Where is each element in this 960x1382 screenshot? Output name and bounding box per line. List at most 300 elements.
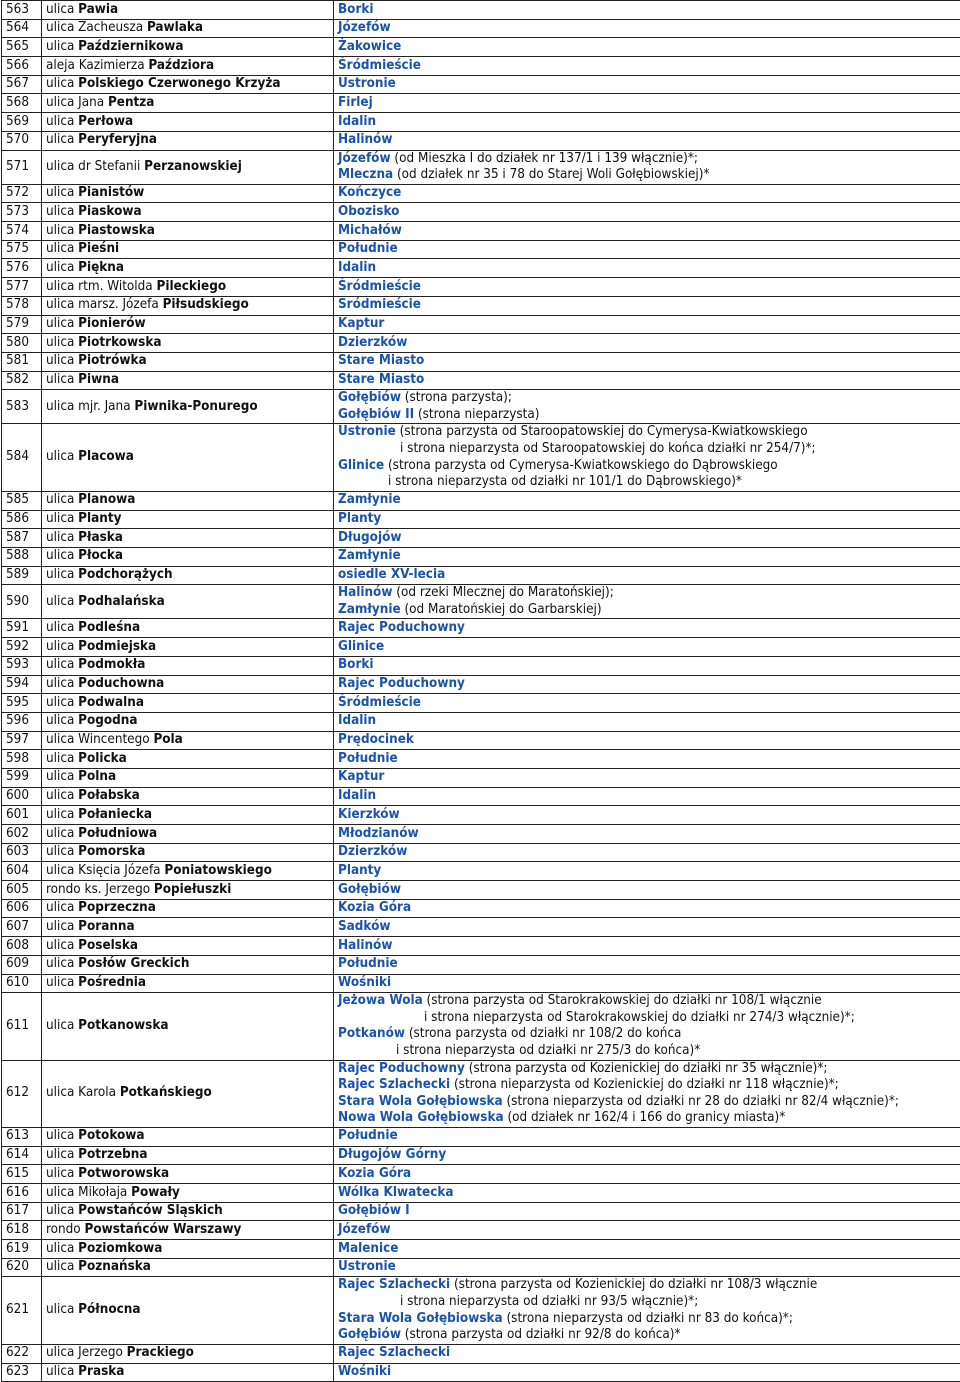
table-row <box>2 94 960 113</box>
street-name: Pogodna <box>78 713 137 728</box>
row-number: 621 <box>2 1277 42 1344</box>
street-name: Pawia <box>78 2 118 17</box>
district-range-note: i strona nieparzysta od działki nr 275/3 do końca)* <box>396 1043 700 1058</box>
district-cell <box>334 315 960 334</box>
district-line <box>338 1277 956 1294</box>
district-line <box>338 316 956 333</box>
district-line <box>338 620 956 637</box>
district-line <box>338 492 956 509</box>
street-prefix: ulica <box>46 2 74 17</box>
street-name: Piwna <box>78 372 119 387</box>
table-row <box>2 675 960 694</box>
street-prefix: ulica <box>46 185 74 200</box>
district-name: Ustronie <box>338 1259 396 1274</box>
street-cell <box>42 510 334 529</box>
street-prefix: ulica <box>46 1018 74 1033</box>
district-name: Józefów <box>338 20 391 35</box>
district-line <box>338 511 956 528</box>
street-cell <box>42 57 334 76</box>
street-cell <box>42 731 334 750</box>
district-line <box>338 1222 956 1239</box>
street-cell <box>42 184 334 203</box>
district-cell <box>334 694 960 713</box>
row-number: 583 <box>2 390 42 424</box>
district-range-note: i strona nieparzysta od działki nr 93/5 włącznie)*; <box>400 1294 698 1309</box>
district-name: Glinice <box>338 458 384 473</box>
street-prefix: ulica <box>46 241 74 256</box>
row-number: 575 <box>2 240 42 259</box>
table-row <box>2 1221 960 1240</box>
district-line <box>338 1203 956 1220</box>
street-cell <box>42 352 334 371</box>
street-name: Piastowska <box>78 223 155 238</box>
district-name: Potkanów <box>338 1026 405 1041</box>
street-prefix: rondo <box>46 882 81 897</box>
row-number: 582 <box>2 371 42 390</box>
row-number: 589 <box>2 566 42 585</box>
district-cell <box>334 19 960 38</box>
street-name: Posłów Greckich <box>78 956 189 971</box>
table-row <box>2 656 960 675</box>
street-cell <box>42 131 334 150</box>
district-name: Kończyce <box>338 185 401 200</box>
district-cell <box>334 203 960 222</box>
district-line <box>338 241 956 258</box>
street-cell <box>42 1277 334 1344</box>
street-cell <box>42 315 334 334</box>
district-cell <box>334 768 960 787</box>
table-row <box>2 843 960 862</box>
district-name: Długojów <box>338 530 402 545</box>
street-prefix: ulica <box>46 788 74 803</box>
district-cell <box>334 1165 960 1184</box>
table-row <box>2 57 960 76</box>
street-cell <box>42 1202 334 1221</box>
street-cell <box>42 768 334 787</box>
street-prefix: ulica <box>46 39 74 54</box>
row-number: 576 <box>2 259 42 278</box>
street-prefix: ulica <box>46 594 74 609</box>
street-cell <box>42 1184 334 1203</box>
district-cell <box>334 259 960 278</box>
district-line <box>338 1128 956 1145</box>
table-row <box>2 806 960 825</box>
district-name: Halinów <box>338 585 392 600</box>
street-name: Pionierów <box>78 316 145 331</box>
district-name: Stare Miasto <box>338 372 424 387</box>
district-name: Śródmieście <box>338 279 421 294</box>
street-prefix: ulica <box>46 372 74 387</box>
street-cell <box>42 806 334 825</box>
row-number: 581 <box>2 352 42 371</box>
district-range-note: (strona nieparzysta od działki nr 83 do końca)*; <box>503 1311 793 1326</box>
district-cell <box>334 638 960 657</box>
street-name: Poprzeczna <box>78 900 156 915</box>
street-prefix: ulica <box>46 20 74 35</box>
street-cell <box>42 787 334 806</box>
street-name: Popiełuszki <box>154 882 231 897</box>
district-line <box>338 297 956 314</box>
street-prefix: ulica <box>46 449 74 464</box>
district-name: Gołębiów II <box>338 407 414 422</box>
district-line <box>338 1259 956 1276</box>
street-prefix: ulica <box>46 1241 74 1256</box>
district-cell <box>334 1060 960 1127</box>
district-name: Długojów Górny <box>338 1147 446 1162</box>
district-line <box>338 279 956 296</box>
street-name: Potkanowska <box>78 1018 168 1033</box>
row-number: 617 <box>2 1202 42 1221</box>
street-name: Policka <box>78 751 127 766</box>
district-cell <box>334 955 960 974</box>
district-name: Mleczna <box>338 167 393 182</box>
district-cell <box>334 390 960 424</box>
district-name: Idalin <box>338 788 376 803</box>
street-name: Paździora <box>148 58 214 73</box>
row-number: 577 <box>2 278 42 297</box>
district-line <box>338 713 956 730</box>
district-name: Józefów <box>338 1222 391 1237</box>
row-number: 572 <box>2 184 42 203</box>
street-prefix: ulica <box>46 657 74 672</box>
district-cell <box>334 1127 960 1146</box>
row-number: 607 <box>2 918 42 937</box>
district-name: Ustronie <box>338 76 396 91</box>
street-given-name: Karola <box>78 1085 116 1100</box>
table-row <box>2 296 960 315</box>
street-name: Piękna <box>78 260 124 275</box>
street-cell <box>42 566 334 585</box>
row-number: 584 <box>2 424 42 491</box>
district-range-note: i strona nieparzysta od Starokrakowskiej do działki nr 274/3 włącznie)*; <box>424 1010 855 1025</box>
row-number: 620 <box>2 1258 42 1277</box>
street-name: Połaniecka <box>78 807 152 822</box>
table-row <box>2 712 960 731</box>
street-cell <box>42 113 334 132</box>
district-name: Kaptur <box>338 769 384 784</box>
district-name: Śródmieście <box>338 58 421 73</box>
district-cell <box>334 424 960 491</box>
district-line <box>338 1110 956 1127</box>
street-cell <box>42 278 334 297</box>
street-given-name: mjr. Jana <box>78 399 130 414</box>
district-cell <box>334 731 960 750</box>
street-cell <box>42 1 334 20</box>
district-line <box>338 826 956 843</box>
street-cell <box>42 694 334 713</box>
street-name: Poznańska <box>78 1259 151 1274</box>
street-cell <box>42 240 334 259</box>
district-cell <box>334 619 960 638</box>
table-row <box>2 566 960 585</box>
table-row <box>2 491 960 510</box>
table-row <box>2 731 960 750</box>
table-row <box>2 881 960 900</box>
district-line <box>338 1327 956 1344</box>
district-name: Rajec Szlachecki <box>338 1277 450 1292</box>
street-prefix: ulica <box>46 132 74 147</box>
district-cell <box>334 993 960 1060</box>
district-line <box>338 335 956 352</box>
district-cell <box>334 296 960 315</box>
district-name: Śródmieście <box>338 297 421 312</box>
district-name: Rajec Poduchowny <box>338 676 465 691</box>
table-row <box>2 240 960 259</box>
district-cell <box>334 1146 960 1165</box>
table-row <box>2 1277 960 1344</box>
table-row <box>2 694 960 713</box>
table-row <box>2 1060 960 1127</box>
district-cell <box>334 787 960 806</box>
district-name: Gołębiów <box>338 882 401 897</box>
street-prefix: rondo <box>46 1222 81 1237</box>
street-name: Podmokła <box>78 657 145 672</box>
street-prefix: ulica <box>46 695 74 710</box>
row-number: 615 <box>2 1165 42 1184</box>
district-name: Józefów <box>338 151 391 166</box>
table-row <box>2 150 960 184</box>
street-name: Pomorska <box>78 844 145 859</box>
street-prefix: ulica <box>46 159 74 174</box>
table-row <box>2 352 960 371</box>
district-name: Nowa Wola Gołębiowska <box>338 1110 504 1125</box>
row-number: 608 <box>2 937 42 956</box>
street-given-name: Kazimierza <box>79 58 145 73</box>
street-cell <box>42 203 334 222</box>
street-cell <box>42 150 334 184</box>
district-name: Borki <box>338 657 374 672</box>
row-number: 592 <box>2 638 42 657</box>
street-prefix: ulica <box>46 732 74 747</box>
row-number: 616 <box>2 1184 42 1203</box>
district-line <box>338 204 956 221</box>
street-prefix: ulica <box>46 260 74 275</box>
street-prefix: ulica <box>46 1364 74 1379</box>
row-number: 601 <box>2 806 42 825</box>
district-name: Żakowice <box>338 39 401 54</box>
street-name: Piłsudskiego <box>163 297 249 312</box>
street-cell <box>42 1060 334 1127</box>
table-row <box>2 750 960 769</box>
district-name: Śródmieście <box>338 695 421 710</box>
street-cell <box>42 424 334 491</box>
district-line <box>338 458 956 475</box>
street-prefix: ulica <box>46 297 74 312</box>
street-name: Podchorążych <box>78 567 172 582</box>
district-line <box>338 769 956 786</box>
street-cell <box>42 491 334 510</box>
district-name: Rajec Poduchowny <box>338 1061 465 1076</box>
row-number: 573 <box>2 203 42 222</box>
street-cell <box>42 1127 334 1146</box>
street-prefix: ulica <box>46 204 74 219</box>
street-name: Peryferyjna <box>78 132 157 147</box>
table-row <box>2 424 960 491</box>
table-row <box>2 222 960 241</box>
row-number: 605 <box>2 881 42 900</box>
row-number: 586 <box>2 510 42 529</box>
district-name: Gołębiów <box>338 1327 401 1342</box>
row-number: 622 <box>2 1344 42 1363</box>
district-cell <box>334 371 960 390</box>
street-prefix: ulica <box>46 399 74 414</box>
street-cell <box>42 937 334 956</box>
street-prefix: ulica <box>46 530 74 545</box>
district-name: Rajec Szlachecki <box>338 1345 450 1360</box>
table-row <box>2 390 960 424</box>
street-prefix: aleja <box>46 58 75 73</box>
street-name: Poranna <box>78 919 134 934</box>
street-name: Poziomkowa <box>78 1241 162 1256</box>
district-line <box>338 732 956 749</box>
district-name: Młodzianów <box>338 826 419 841</box>
street-given-name: Księcia Józefa <box>78 863 160 878</box>
row-number: 579 <box>2 315 42 334</box>
street-cell <box>42 619 334 638</box>
row-number: 619 <box>2 1240 42 1259</box>
street-name: Piwnika-Ponurego <box>134 399 257 414</box>
street-prefix: ulica <box>46 1203 74 1218</box>
district-line <box>338 585 956 602</box>
street-cell <box>42 547 334 566</box>
district-line <box>338 95 956 112</box>
district-range-note: (strona parzysta od Starokrakowskiej do działki nr 108/1 włącznie <box>423 993 822 1008</box>
street-name: Podwalna <box>78 695 144 710</box>
street-cell <box>42 334 334 353</box>
district-cell <box>334 843 960 862</box>
table-row <box>2 1240 960 1259</box>
table-row <box>2 974 960 993</box>
table-row <box>2 113 960 132</box>
district-cell <box>334 131 960 150</box>
street-prefix: ulica <box>46 279 74 294</box>
table-row <box>2 862 960 881</box>
street-prefix: ulica <box>46 639 74 654</box>
district-cell <box>334 825 960 844</box>
table-row <box>2 203 960 222</box>
district-line <box>338 20 956 37</box>
street-prefix: ulica <box>46 826 74 841</box>
street-name: Praska <box>78 1364 124 1379</box>
district-cell <box>334 862 960 881</box>
street-name: Pianistów <box>78 185 144 200</box>
street-cell <box>42 222 334 241</box>
street-given-name: Wincentego <box>78 732 149 747</box>
street-prefix: ulica <box>46 1085 74 1100</box>
district-line <box>338 863 956 880</box>
district-cell <box>334 937 960 956</box>
street-prefix: ulica <box>46 975 74 990</box>
row-number: 623 <box>2 1363 42 1382</box>
district-cell <box>334 94 960 113</box>
district-name: Kozia Góra <box>338 900 411 915</box>
street-name: Pileckiego <box>157 279 227 294</box>
table-row <box>2 1146 960 1165</box>
district-line <box>338 260 956 277</box>
district-range-note: (od działek nr 162/4 i 166 do granicy miasta)* <box>504 1110 786 1125</box>
row-number: 593 <box>2 656 42 675</box>
district-cell <box>334 806 960 825</box>
street-name: Pośrednia <box>78 975 146 990</box>
table-row <box>2 1184 960 1203</box>
table-row <box>2 75 960 94</box>
district-line <box>338 975 956 992</box>
district-line <box>338 2 956 19</box>
district-name: Południe <box>338 1128 398 1143</box>
row-number: 580 <box>2 334 42 353</box>
district-line <box>338 938 956 955</box>
row-number: 618 <box>2 1221 42 1240</box>
street-name: Płocka <box>78 548 123 563</box>
district-cell <box>334 240 960 259</box>
street-prefix: ulica <box>46 844 74 859</box>
row-number: 567 <box>2 75 42 94</box>
district-cell <box>334 1 960 20</box>
district-cell <box>334 881 960 900</box>
street-cell <box>42 296 334 315</box>
street-name: Piaskowa <box>78 204 141 219</box>
street-prefix: ulica <box>46 751 74 766</box>
district-name: Wośniki <box>338 975 391 990</box>
table-row <box>2 334 960 353</box>
street-name: Piotrkowska <box>78 335 161 350</box>
district-range-note: (strona parzysta od Kozienickiej do działki nr 35 włącznie)*; <box>465 1061 828 1076</box>
district-name: Borki <box>338 2 374 17</box>
street-cell <box>42 585 334 619</box>
street-prefix: ulica <box>46 1185 74 1200</box>
table-row <box>2 899 960 918</box>
street-name: Potworowska <box>78 1166 169 1181</box>
row-number: 613 <box>2 1127 42 1146</box>
street-cell <box>42 993 334 1060</box>
district-range-note: (strona nieparzysta od Kozienickiej do działki nr 118 włącznie)*; <box>450 1077 839 1092</box>
table-row <box>2 315 960 334</box>
row-number: 611 <box>2 993 42 1060</box>
district-name: Rajec Poduchowny <box>338 620 465 635</box>
district-name: Firlej <box>338 95 373 110</box>
street-name: Pola <box>153 732 182 747</box>
district-line <box>338 788 956 805</box>
table-row <box>2 1344 960 1363</box>
district-line <box>338 1010 956 1027</box>
street-cell <box>42 371 334 390</box>
street-cell <box>42 390 334 424</box>
district-cell <box>334 712 960 731</box>
district-name: Zamłynie <box>338 492 401 507</box>
street-cell <box>42 974 334 993</box>
street-prefix: ulica <box>46 335 74 350</box>
table-row <box>2 547 960 566</box>
street-prefix: ulica <box>46 919 74 934</box>
district-cell <box>334 899 960 918</box>
district-cell <box>334 656 960 675</box>
table-row <box>2 1363 960 1382</box>
district-name: Kierzków <box>338 807 400 822</box>
row-number: 595 <box>2 694 42 713</box>
district-line <box>338 1147 956 1164</box>
street-name: Październikowa <box>78 39 183 54</box>
district-line <box>338 58 956 75</box>
street-given-name: Jana <box>78 95 104 110</box>
district-name: Obozisko <box>338 204 399 219</box>
district-name: Prędocinek <box>338 732 414 747</box>
street-cell <box>42 1146 334 1165</box>
street-cell <box>42 675 334 694</box>
row-number: 574 <box>2 222 42 241</box>
street-prefix: ulica <box>46 620 74 635</box>
district-name: Dzierzków <box>338 844 407 859</box>
street-name: Planowa <box>78 492 135 507</box>
